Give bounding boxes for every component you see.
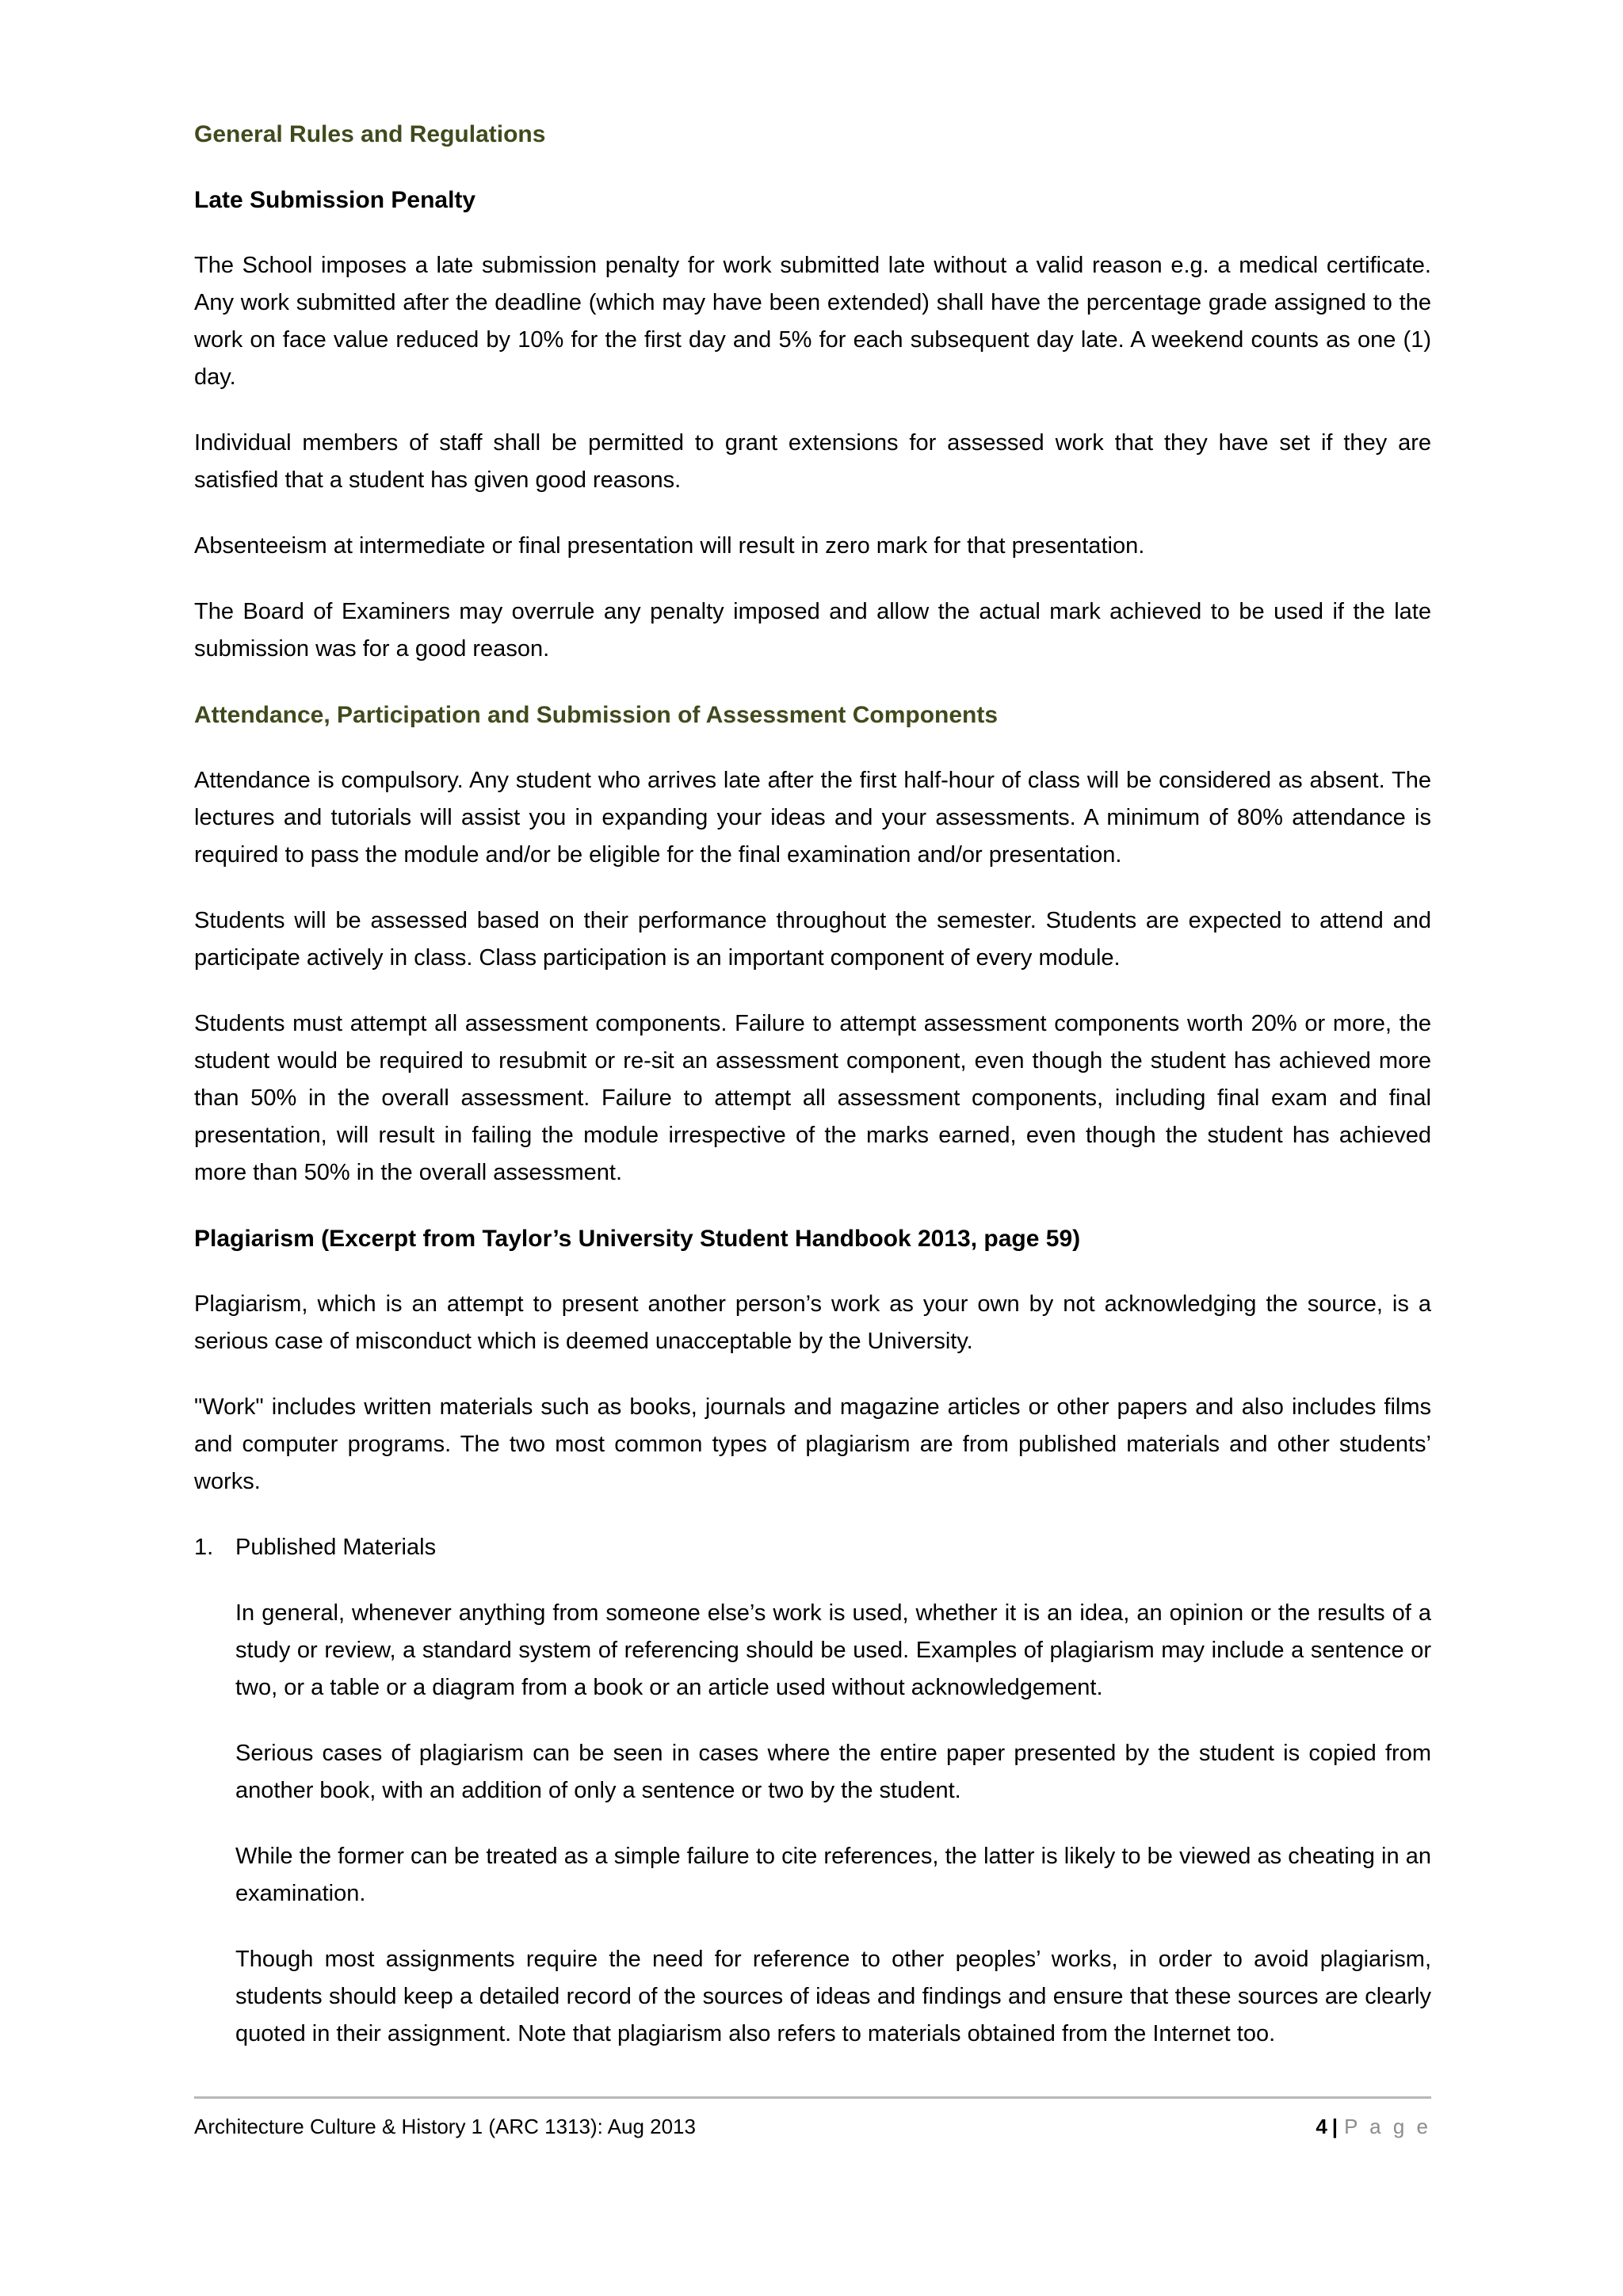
para-plagiarism-definition: Plagiarism, which is an attempt to present another person’s work as your own by not acknowledging the source, is a serious case of misconduct which is deemed unacceptable by the University. [194,1291,1431,1354]
list-item-published-materials [194,1529,1431,1566]
page-content [194,116,1431,2053]
footer-course-label: Architecture Culture & History 1 (ARC 1313): Aug 2013 [194,2115,696,2138]
para-attendance-compulsory: Attendance is compulsory. Any student who arrives late after the first half-hour of class will be considered as absent. The lectures and tutorials will assist you in expanding your ideas and your assessments. A minimum of 80% attendance is required to pass the module and/or be eligible for the final examination and/or presentation. [194,768,1431,868]
para-while-former: While the former can be treated as a simple failure to cite references, the latter is likely to be viewed as cheating in an examination. [235,1844,1431,1906]
footer-page-indicator [1316,2110,1431,2143]
footer-divider [194,2096,1431,2099]
section-heading-general-rules: General Rules and Regulations [194,121,546,147]
footer-page-word: P a g e [1344,2115,1431,2138]
subsection-heading-late-submission: Late Submission Penalty [194,187,476,213]
para-though-most-assignments: Though most assignments require the need for reference to other peoples’ works, in order to avoid plagiarism, students should keep a detailed record of the sources of ideas and findings and ensure that these sources are clearly quoted in their assignment. Note that plagiarism also refers to materials obtained from the Internet too. [235,1947,1431,2046]
para-assessed-performance: Students will be assessed based on their performance throughout the semester. Students are expected to attend and participate actively in class. Class participation is an important component of every module. [194,908,1431,971]
list-item-number: 1. [194,1535,214,1560]
para-serious-cases: Serious cases of plagiarism can be seen in cases where the entire paper presented by the student is copied from another book, with an addition of only a sentence or two by the student. [235,1741,1431,1803]
para-late-submission-penalty: The School imposes a late submission penalty for work submitted late without a valid reason e.g. a medical certificate. Any work submitted after the deadline (which may have been extended) shall have the percentage grade assigned to the work on face value reduced by 10% for the first day and 5% for each subsequent day late. A weekend counts as one (1) day. [194,253,1431,390]
para-work-definition: "Work" includes written materials such as books, journals and magazine articles or other papers and also includes films and computer programs. The two most common types of plagiarism are from published materials and other students’ works. [194,1394,1431,1494]
para-attempt-all-components: Students must attempt all assessment components. Failure to attempt assessment components worth 20% or more, the student would be required to resubmit or re-sit an assessment component, even though the student has achieved more than 50% in the overall assessment. Failure to attempt all assessment components, including final exam and final presentation, will result in failing the module irrespective of the marks earned, even though the student has achieved more than 50% in the overall assessment. [194,1011,1431,1185]
para-absenteeism: Absenteeism at intermediate or final presentation will result in zero mark for that presentation. [194,533,1145,559]
para-in-general-referencing: In general, whenever anything from someone else’s work is used, whether it is an idea, an opinion or the results of a study or review, a standard system of referencing should be used. Examples of plagiarism may include a sentence or two, or a table or a diagram from a book or an article used without acknowledgement. [235,1600,1431,1700]
footer-page-number: 4 [1316,2115,1327,2138]
footer-page-separator: | [1331,2115,1338,2138]
section-heading-attendance: Attendance, Participation and Submission of Assessment Components [194,702,999,728]
para-staff-extensions: Individual members of staff shall be permitted to grant extensions for assessed work that they have set if they are satisfied that a student has given good reasons. [194,430,1431,493]
list-item-label: Published Materials [235,1535,437,1560]
para-board-of-examiners: The Board of Examiners may overrule any penalty imposed and allow the actual mark achieved to be used if the late submission was for a good reason. [194,599,1431,662]
page-footer [194,2110,1431,2143]
subsection-heading-plagiarism: Plagiarism (Excerpt from Taylor’s University Student Handbook 2013, page 59) [194,1226,1081,1252]
